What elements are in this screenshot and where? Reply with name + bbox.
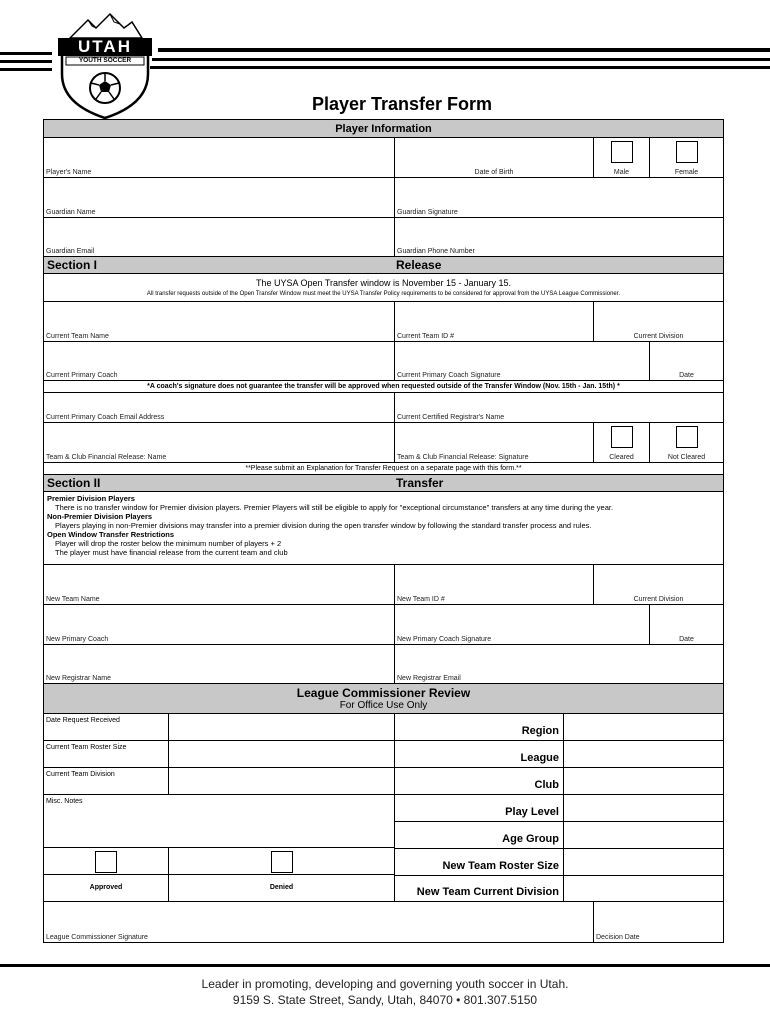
header-rule-left-2	[0, 60, 52, 63]
denied-label: Denied	[269, 884, 294, 891]
date-request-label: Date Request Received	[44, 714, 169, 740]
denied-checkbox[interactable]	[271, 851, 293, 873]
league-row	[395, 741, 723, 768]
policy-note: All transfer requests outside of the Open Transfer Window must meet the UYSA Transfer Policy requirements to be considered for approval from the UYSA League Commissioner.	[146, 291, 621, 297]
new-current-division-label-cell	[395, 876, 564, 901]
cleared-checkbox[interactable]	[611, 426, 633, 448]
guardian-name-field[interactable]	[44, 178, 395, 217]
new-primary-coach-field[interactable]	[44, 605, 395, 644]
player-info-banner	[44, 120, 723, 138]
decision-date-field[interactable]	[594, 902, 723, 942]
new-current-division-field[interactable]	[594, 565, 723, 604]
new-registrar-name-field[interactable]	[44, 645, 395, 683]
club-label-cell	[395, 768, 564, 794]
date-request-row	[44, 714, 394, 741]
approved-label: Approved	[89, 884, 123, 891]
current-team-id-label: Current Team ID #	[397, 333, 455, 340]
transfer-title: Transfer	[396, 476, 444, 490]
current-coach-date-label: Date	[679, 372, 694, 379]
release-title: Release	[396, 258, 442, 272]
registrar-name-field[interactable]	[395, 393, 723, 422]
guardian-signature-label: Guardian Signature	[397, 209, 458, 216]
financial-name-label: Team & Club Financial Release: Name	[46, 454, 167, 461]
transfer-form	[43, 119, 724, 943]
open-window-text-1: Player will drop the roster below the minimum number of players + 2	[55, 539, 282, 548]
coach-warning: *A coach's signature does not guarantee the transfer will be approved when requested outside of the Transfer Window (Nov. 15th - Jan. 15th) *	[147, 383, 620, 390]
open-window-text-2: The player must have financial release from the current team and club	[55, 548, 288, 557]
approved-checkbox[interactable]	[95, 851, 117, 873]
age-group-label: Age Group	[502, 833, 559, 845]
explanation-note: **Please submit an Explanation for Transfer Request on a separate page with this form.**	[245, 465, 522, 472]
roster-size-row	[44, 741, 394, 768]
current-team-name-label: Current Team Name	[46, 333, 109, 340]
guardian-contact-row	[44, 218, 723, 257]
review-header	[44, 684, 723, 714]
footer-rule	[0, 964, 770, 967]
new-team-name-field[interactable]	[44, 565, 395, 604]
premier-heading: Premier Division Players	[47, 494, 135, 503]
male-label: Male	[613, 169, 630, 176]
new-coach-date-label: Date	[679, 636, 694, 643]
section-1-title: Section I	[47, 258, 98, 272]
current-primary-coach-field[interactable]	[44, 342, 395, 380]
guardian-phone-label: Guardian Phone Number	[397, 248, 475, 255]
coach-email-label: Current Primary Coach Email Address	[46, 414, 165, 421]
region-label: Region	[521, 725, 559, 737]
new-team-row	[44, 565, 723, 605]
transfer-rules	[44, 492, 723, 565]
new-team-id-field[interactable]	[395, 565, 594, 604]
footer-tagline: Leader in promoting, developing and governing youth soccer in Utah.	[201, 977, 569, 991]
region-field[interactable]	[564, 714, 723, 740]
review-right	[395, 714, 723, 901]
section-2-header	[44, 475, 723, 492]
male-checkbox[interactable]	[611, 141, 633, 163]
new-roster-size-label-cell	[395, 849, 564, 875]
new-coach-signature-label: New Primary Coach Signature	[397, 636, 492, 643]
current-team-row	[44, 302, 723, 342]
cleared-cell	[594, 423, 650, 462]
age-group-field[interactable]	[564, 822, 723, 848]
league-label: League	[520, 752, 559, 764]
team-division-field[interactable]	[169, 768, 394, 794]
review-subtitle: For Office Use Only	[339, 700, 428, 711]
nonpremier-heading: Non-Premier Division Players	[47, 512, 153, 521]
play-level-field[interactable]	[564, 795, 723, 821]
premier-text: There is no transfer window for Premier division players. Premier Players will still be eligible to apply for "exceptional circumstance" transfers at any time during the year.	[55, 503, 614, 512]
header-rule-right-2	[152, 58, 770, 61]
coach-warning-row	[44, 381, 723, 393]
review-left	[44, 714, 395, 901]
current-coach-row	[44, 342, 723, 381]
section-2-title: Section II	[47, 476, 101, 490]
player-info-title: Player Information	[335, 122, 432, 135]
logo-text-utah: UTAH	[78, 37, 132, 56]
team-division-label: Current Team Division	[44, 768, 169, 794]
new-team-id-label: New Team ID #	[397, 596, 445, 603]
financial-signature-field[interactable]	[395, 423, 594, 462]
new-current-division-row	[395, 876, 723, 901]
misc-notes-field[interactable]	[44, 795, 394, 848]
region-row	[395, 714, 723, 741]
registrar-name-label: Current Certified Registrar's Name	[397, 414, 505, 421]
current-team-name-field[interactable]	[44, 302, 395, 341]
region-label-cell	[395, 714, 564, 740]
review-title: League Commissioner Review	[296, 686, 471, 700]
commissioner-signature-field[interactable]	[44, 902, 594, 942]
cleared-label: Cleared	[609, 454, 634, 461]
current-division-label: Current Division	[633, 333, 684, 340]
guardian-email-label: Guardian Email	[46, 248, 95, 255]
approved-cell	[44, 875, 169, 901]
window-note-row	[44, 274, 723, 302]
new-registrar-email-field[interactable]	[395, 645, 723, 683]
age-group-row	[395, 822, 723, 849]
date-of-birth-field[interactable]	[395, 138, 594, 177]
header-rule-right-3	[150, 66, 770, 69]
guardian-email-field[interactable]	[44, 218, 395, 256]
signature-row	[44, 902, 723, 942]
current-primary-coach-label: Current Primary Coach	[46, 372, 118, 379]
date-request-field[interactable]	[169, 714, 394, 740]
open-window-heading: Open Window Transfer Restrictions	[47, 530, 175, 539]
financial-release-row	[44, 423, 723, 463]
new-roster-size-row	[395, 849, 723, 876]
new-roster-size-field[interactable]	[564, 849, 723, 875]
male-cell	[594, 138, 650, 177]
financial-name-field[interactable]	[44, 423, 395, 462]
guardian-phone-field[interactable]	[395, 218, 723, 256]
review-body	[44, 714, 723, 902]
play-level-label-cell	[395, 795, 564, 821]
female-label: Female	[674, 169, 699, 176]
guardian-signature-field[interactable]	[395, 178, 723, 217]
play-level-label: Play Level	[505, 806, 559, 818]
new-registrar-email-label: New Registrar Email	[397, 675, 461, 682]
players-name-field[interactable]	[44, 138, 395, 177]
decision-labels-row	[44, 875, 394, 901]
new-team-name-label: New Team Name	[46, 596, 100, 603]
new-team-current-division-field[interactable]	[564, 876, 723, 901]
new-coach-signature-field[interactable]	[395, 605, 650, 644]
players-name-label: Player's Name	[46, 169, 92, 176]
explanation-note-row	[44, 463, 723, 475]
commissioner-signature-label: League Commissioner Signature	[46, 934, 148, 941]
financial-signature-label: Team & Club Financial Release: Signature	[397, 454, 529, 461]
not-cleared-checkbox[interactable]	[676, 426, 698, 448]
league-field[interactable]	[564, 741, 723, 767]
current-division-field[interactable]	[594, 302, 723, 341]
date-of-birth-label: Date of Birth	[474, 169, 514, 176]
new-registrar-name-label: New Registrar Name	[46, 675, 111, 682]
current-coach-signature-label: Current Primary Coach Signature	[397, 372, 501, 379]
age-group-label-cell	[395, 822, 564, 848]
misc-notes-label: Misc. Notes	[46, 798, 83, 805]
club-label: Club	[534, 779, 559, 791]
new-registrar-row	[44, 645, 723, 684]
player-name-row	[44, 138, 723, 178]
not-cleared-cell	[650, 423, 723, 462]
denied-cell	[169, 875, 394, 901]
roster-size-label: Current Team Roster Size	[44, 741, 169, 767]
new-primary-coach-label: New Primary Coach	[46, 636, 109, 643]
header-rule-left-3	[0, 68, 52, 71]
roster-size-field[interactable]	[169, 741, 394, 767]
section-1-header	[44, 257, 723, 274]
club-field[interactable]	[564, 768, 723, 794]
new-coach-date-field[interactable]	[650, 605, 723, 644]
female-cell	[650, 138, 723, 177]
approved-box-cell	[44, 848, 169, 874]
new-current-division-label: Current Division	[633, 596, 684, 603]
club-row	[395, 768, 723, 795]
logo-text-youth-soccer: YOUTH SOCCER	[78, 57, 132, 64]
coach-email-field[interactable]	[44, 393, 395, 422]
team-division-row	[44, 768, 394, 795]
header-rule-left-1	[0, 52, 52, 55]
new-roster-size-label: New Team Roster Size	[442, 860, 559, 872]
footer-address: 9159 S. State Street, Sandy, Utah, 84070 • 801.307.5150	[232, 993, 538, 1007]
decision-date-label: Decision Date	[596, 934, 640, 941]
new-team-current-division-label: New Team Current Division	[416, 886, 559, 898]
nonpremier-text: Players playing in non-Premier divisions may transfer into a premier division during the open transfer window by following the standard transfer process and rules.	[55, 521, 592, 530]
guardian-row	[44, 178, 723, 218]
new-coach-row	[44, 605, 723, 645]
not-cleared-label: Not Cleared	[667, 454, 706, 461]
decision-boxes-row	[44, 848, 394, 875]
denied-box-cell	[169, 848, 394, 874]
header-rule-right-1	[158, 48, 770, 52]
current-coach-date-field[interactable]	[650, 342, 723, 380]
window-note: The UYSA Open Transfer window is November 15 - January 15.	[255, 278, 512, 288]
guardian-name-label: Guardian Name	[46, 209, 96, 216]
play-level-row	[395, 795, 723, 822]
current-team-id-field[interactable]	[395, 302, 594, 341]
league-label-cell	[395, 741, 564, 767]
current-coach-signature-field[interactable]	[395, 342, 650, 380]
form-title: Player Transfer Form	[311, 94, 493, 114]
coach-email-row	[44, 393, 723, 423]
female-checkbox[interactable]	[676, 141, 698, 163]
